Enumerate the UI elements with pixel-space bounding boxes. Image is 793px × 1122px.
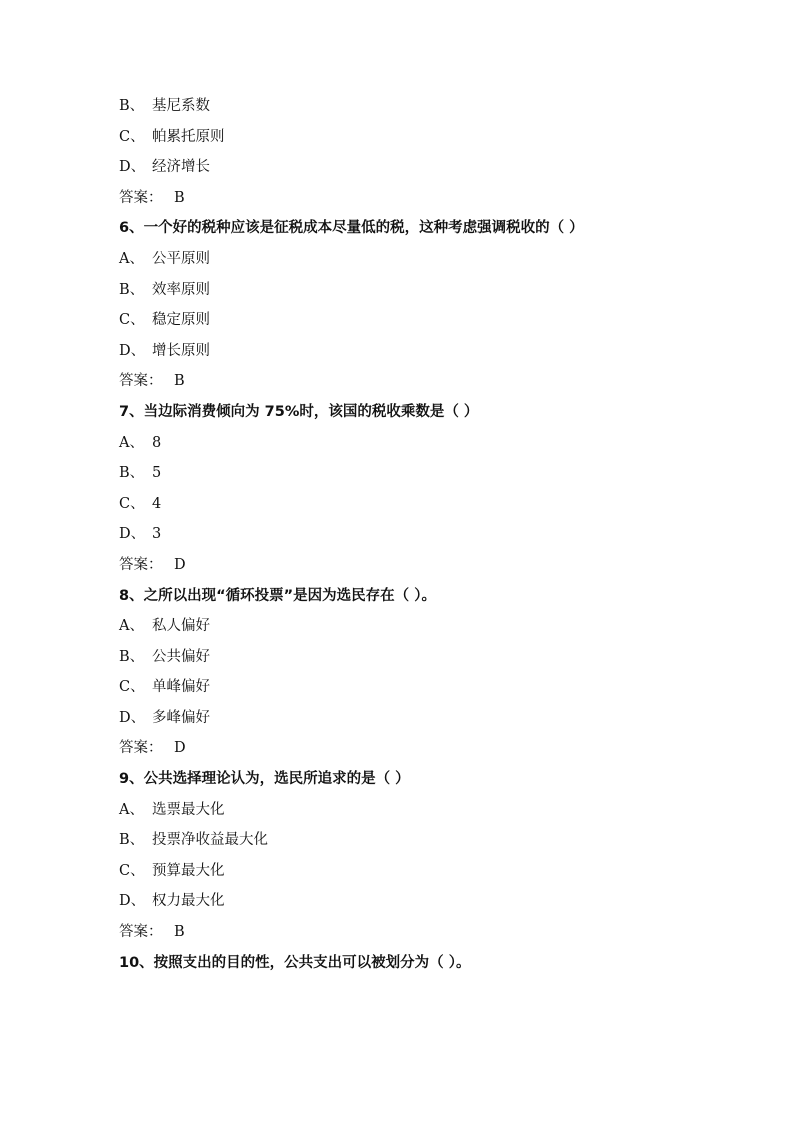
option-text: 经济增长 [152, 159, 210, 176]
option-letter: B、 [119, 98, 145, 114]
option-text: 3 [152, 526, 162, 543]
answer-option [119, 308, 739, 339]
option-text: 权力最大化 [152, 893, 225, 910]
answer-value: B [174, 189, 185, 206]
option-text: 4 [152, 495, 162, 512]
answer-option [119, 492, 739, 523]
answer-option [119, 461, 739, 492]
answer-option [119, 798, 739, 829]
option-letter: C、 [119, 495, 145, 512]
option-letter: C、 [119, 679, 145, 696]
answer-option [119, 675, 739, 706]
option-text: 稳定原则 [152, 312, 210, 329]
answer-value: D [174, 556, 186, 573]
option-letter: A、 [119, 250, 144, 267]
option-text: 公平原则 [152, 250, 210, 267]
answer-value: B [174, 924, 185, 941]
option-letter: C、 [119, 128, 145, 145]
option-letter: D、 [119, 342, 146, 359]
answer-label: 答案： [119, 373, 163, 390]
option-letter: B、 [119, 281, 145, 298]
answer-option [119, 247, 739, 278]
option-text: 8 [152, 434, 162, 451]
answer-option [119, 278, 739, 309]
question-text: 6、一个好的税种应该是征税成本尽量低的税，这种考虑强调税收的（ ） [119, 220, 584, 237]
answer-option [119, 889, 739, 920]
answer-value: D [174, 740, 186, 757]
option-letter: D、 [119, 526, 146, 543]
option-text: 多峰偏好 [152, 709, 210, 726]
answer-option [119, 125, 739, 156]
question-text: 9、公共选择理论认为，选民所追求的是（ ） [119, 771, 410, 788]
answer-option [119, 431, 739, 462]
option-text: 选票最大化 [152, 801, 225, 818]
answer-line [119, 186, 739, 217]
option-text: 公共偏好 [152, 648, 210, 665]
option-letter: C、 [119, 312, 145, 329]
answer-line [119, 736, 739, 767]
question-text: 8、之所以出现“循环投票”是因为选民存在（ ）。 [119, 587, 436, 604]
answer-option [119, 522, 739, 553]
option-letter: A、 [119, 434, 144, 451]
answer-option [119, 859, 739, 890]
answer-option [119, 94, 739, 125]
option-letter: A、 [119, 801, 144, 818]
option-letter: B、 [119, 832, 145, 849]
option-letter: D、 [119, 709, 146, 726]
option-text: 增长原则 [152, 342, 210, 359]
option-letter: D、 [119, 159, 146, 176]
answer-label: 答案： [119, 740, 163, 757]
question-text: 7、当边际消费倾向为 75%时，该国的税收乘数是（ ） [119, 403, 479, 420]
option-text: 5 [152, 465, 162, 482]
answer-option [119, 339, 739, 370]
option-text: 预算最大化 [152, 862, 225, 879]
option-letter: C、 [119, 862, 145, 879]
answer-option [119, 155, 739, 186]
answer-option [119, 645, 739, 676]
answer-option [119, 828, 739, 859]
option-letter: D、 [119, 893, 146, 910]
question-text: 10、按照支出的目的性，公共支出可以被划分为（ ）。 [119, 954, 471, 971]
answer-line [119, 369, 739, 400]
answer-option [119, 614, 739, 645]
option-text: 单峰偏好 [152, 679, 210, 696]
option-text: 私人偏好 [152, 618, 210, 635]
answer-value: B [174, 373, 185, 390]
answer-label: 答案： [119, 189, 163, 206]
option-letter: B、 [119, 465, 145, 482]
answer-label: 答案： [119, 556, 163, 573]
answer-line [119, 920, 739, 951]
answer-option [119, 706, 739, 737]
option-text: 投票净收益最大化 [152, 832, 268, 849]
option-letter: B、 [119, 648, 145, 665]
question-list [119, 94, 739, 981]
answer-line [119, 553, 739, 584]
option-text: 基尼系数 [152, 98, 210, 114]
option-letter: A、 [119, 618, 144, 635]
option-text: 帕累托原则 [152, 128, 225, 145]
option-text: 效率原则 [152, 281, 210, 298]
answer-label: 答案： [119, 924, 163, 941]
